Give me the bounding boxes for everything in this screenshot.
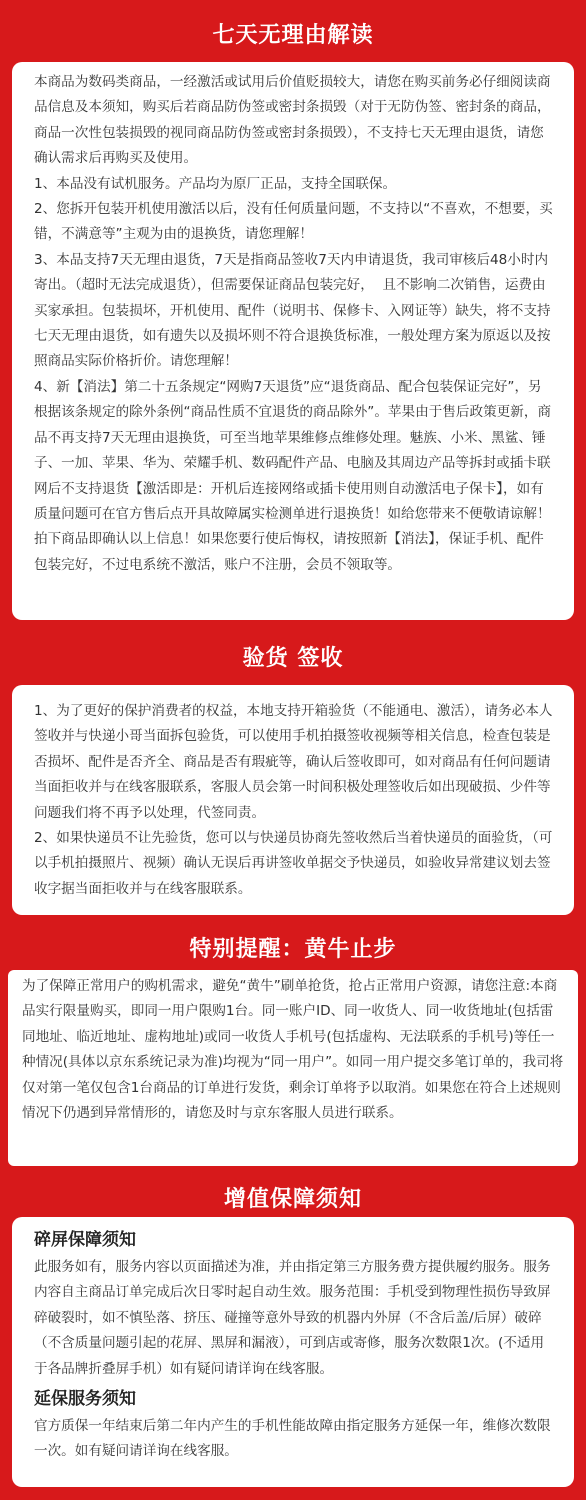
value-added-card: [12, 1217, 574, 1487]
policy-paragraph: 本商品为数码类商品，一经激活或试用后价值贬损较大，请您在购买前务必仔细阅读商品信息及本须知，购买后若商品防伪签或密封条损毁（对于无防伪签、密封条的商品，商品一次性包装损毁的视同商品防伪签或密封条损毁），不支持七天无理由退货，请您确认需求后再购买及使用。: [34, 74, 551, 167]
inspection-paragraph: 1、为了更好的保护消费者的权益，本地支持开箱验货（不能通电、激活），请务必本人签收并与快递小哥当面拆包验货，可以使用手机拍摄签收视频等相关信息，检查包装是否损坏、配件是否齐全、商品是否有瑕疵等，确认后签收即可，如对商品有任何问题请当面拒收并与在线客服联系，客服人员会第一时间积极处理签收后如出现破损、少件等问题我们将不再予以处理，代签同责。: [34, 703, 553, 821]
scalper-warning-card: [8, 970, 578, 1166]
screen-protection-text: 此服务如有，服务内容以页面描述为准，并由指定第三方服务费方提供履约服务。服务内容自主商品订单完成后次日零时起自动生效。服务范围：手机受到物理性损伤导致屏碎破裂时，如不慎坠落、挤压、碰撞等意外导致的机器内外屏（不含后盖/后屏）破碎（不含质量问题引起的花屏、黑屏和漏液），可到店或寄修，服务次数限1次。(不适用于各品牌折叠屏手机）如有疑问请详询在线客服。: [34, 1259, 551, 1377]
policy-paragraph: 2、您拆开包装开机使用激活以后，没有任何质量问题，不支持以“不喜欢，不想要，买错，不满意等”主观为由的退换货，请您理解！: [34, 201, 553, 243]
seven-day-policy-card: [12, 62, 574, 620]
section-title-value-added: 增值保障须知: [223, 1187, 362, 1212]
section-title-inspection: 验货 签收: [242, 646, 344, 671]
inspection-card: [12, 685, 574, 915]
extended-warranty-heading: 延保服务须知: [34, 1389, 136, 1410]
inspection-paragraph: 2、如果快递员不让先验货，您可以与快递员协商先签收然后当着快递员的面验货，（可以手机拍摄照片、视频）确认无误后再讲签收单据交予快递员，如验收异常建议划去签收字据当面拒收并与在线客服联系。: [34, 830, 553, 897]
screen-protection-heading: 碎屏保障须知: [34, 1230, 136, 1250]
policy-paragraph: 3、本品支持7天无理由退货，7天是指商品签收7天内申请退货，我司审核后48小时内寄出。（超时无法完成退货），但需要保证商品包装完好， 且不影响二次销售，运费由买家承担。包装损坏，开机使用、配件（说明书、保修卡、入网证等）缺失，将不支持七天无理由退货，如有遗失以及损坏则不符合退换货标准，一般处理方案为原返以及按照商品实际价格折价。请您理解！: [34, 251, 551, 370]
policy-paragraph: 4、新【消法】第二十五条规定“网购7天退货”应“退货商品、配合包装保证完好”，另根据该条规定的除外条例“商品性质不宜退货的商品除外”。苹果由于售后政策更新，商品不再支持7天无理由退换货，可至当地苹果维修点维修处理。魅族、小米、黑鲨、锤子、一加、苹果、华为、荣耀手机、数码配件产品、电脑及其周边产品等拆封或插卡联网后不支持退货【激活即是：开机后连接网络或插卡使用则自动激活电子保卡】，如有质量问题可在官方售后点开具故障属实检测单进行退换货！如给您带来不便敬请谅解！拍下商品即确认以上信息！如果您要行使后悔权，请按照新【消法】，保证手机、配件包装完好，不过电系统不激活，账户不注册，会员不领取等。: [34, 378, 552, 573]
policy-paragraph: 1、本品没有试机服务。产品均为原厂正品，支持全国联保。: [34, 175, 397, 192]
section-title-seven-day: 七天无理由解读: [212, 23, 374, 48]
extended-warranty-text: 官方质保一年结束后第二年内产生的手机性能故障由指定服务方延保一年，维修次数限一次。如有疑问请详询在线客服。: [34, 1418, 551, 1460]
scalper-paragraph: 为了保障正常用户的购机需求，避免“黄牛”刷单抢货，抢占正常用户资源，请您注意:本商品实行限量购买，即同一用户限购1台。同一账户ID、同一收货人、同一收货地址(包括雷同地址、临近地址、虚构地址)或同一收货人手机号(包括虚构、无法联系的手机号)等任一种情况(具体以京东系统记录为准)均视为“同一用户”。如同一用户提交多笔订单的，我司将仅对第一笔仅包含1台商品的订单进行发货，剩余订单将予以取消。如果您在符合上述规则情况下仍遇到异常情形的，请您及时与京东客服人员进行联系。: [22, 978, 564, 1122]
section-title-scalper-warning: 特别提醒：黄牛止步: [189, 937, 397, 962]
